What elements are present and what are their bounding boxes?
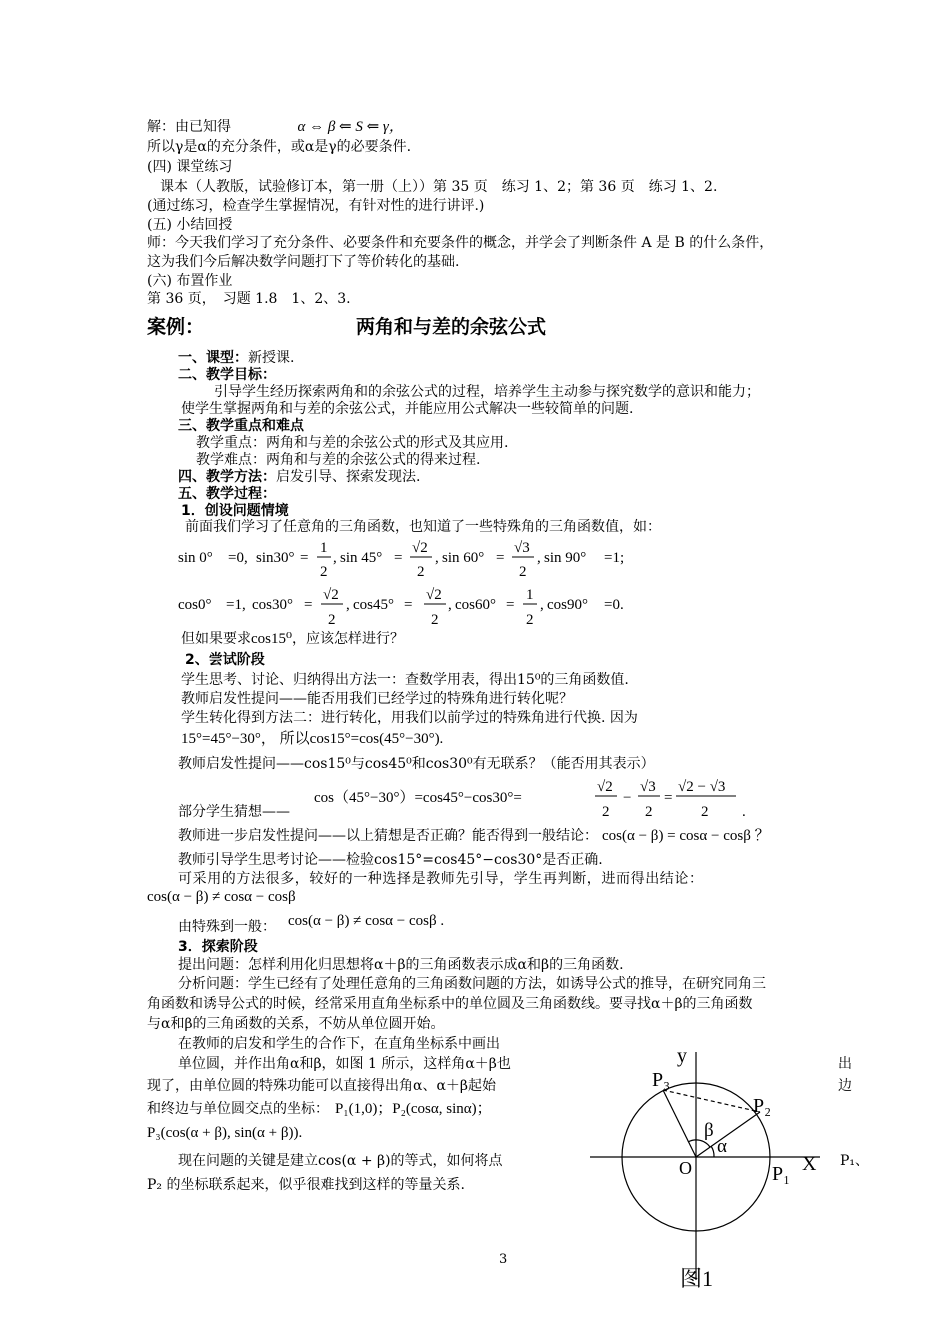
fraction-numerator: 1 (320, 540, 328, 556)
text-line (178, 913, 445, 936)
heading-label: 一、课型： (178, 350, 248, 366)
text-line (181, 630, 404, 648)
subsection-heading: 3．探索阶段 (178, 939, 258, 955)
text-line: 第 36 页， 习题 1.8 1、2、3. (147, 291, 351, 307)
fraction-numerator: √2 (597, 779, 613, 795)
fraction-denominator: 2 (526, 612, 534, 628)
text-span: 但如果要求 (181, 631, 251, 647)
formula-token: . (742, 804, 746, 820)
text-line: 学生思考、讨论、归纳得出方法一：查数学用表，得出15⁰的三角函数值. (181, 672, 629, 688)
text-line: 教师启发性提问——能否用我们已经学过的特殊角进行转化呢？ (181, 691, 573, 707)
formula-token: = (300, 550, 309, 566)
text-line: 单位圆，并作出角α和β，如图 1 所示，这样角α＋β也 (178, 1056, 511, 1072)
guess-formula (312, 772, 772, 824)
side-fragment: 边 (838, 1078, 852, 1094)
y-axis-label: y (677, 1045, 687, 1067)
sin-values-formula (176, 532, 646, 582)
formula-token: sin30° (256, 550, 295, 566)
text-line: 现了，由单位圆的特殊功能可以直接得出角α、α＋β起始 (147, 1078, 497, 1094)
formula-token: =1, (226, 597, 246, 613)
section-heading: 二、教学目标： (178, 367, 276, 383)
text-span: 和终边与单位圆交点的坐标： (147, 1101, 329, 1117)
text-line (178, 349, 294, 367)
heading-label: 四、教学方法： (178, 469, 276, 485)
formula-token: = (664, 790, 673, 806)
side-fragment: P₁、 (840, 1153, 870, 1169)
text-line: 教学难点：两角和与差的余弦公式的得来过程. (196, 452, 481, 468)
text-line: 师：今天我们学习了充分条件、必要条件和充要条件的概念，并学会了判断条件 A 是 B 的什么条件， (147, 235, 774, 251)
text-line: 教学重点：两角和与差的余弦公式的形式及其应用. (196, 435, 509, 451)
text-line: 15°=45°−30°， 所以cos15°=cos(45°−30°). (181, 731, 444, 747)
case-label: 案例： (147, 316, 205, 338)
text-line (178, 468, 420, 486)
fraction-denominator: 2 (320, 564, 328, 580)
text-line: 现在问题的关键是建立cos(α + β)的等式，如何将点 (178, 1153, 503, 1169)
fraction-denominator: 2 (519, 564, 527, 580)
unit-circle-figure (590, 1040, 840, 1300)
heading-value: 启发引导、探索发现法. (276, 469, 421, 485)
formula-token: =1; (604, 550, 625, 566)
formula-token: , (333, 550, 337, 566)
inline-math: cos(α − β) ≠ cosα − cosβ . (288, 913, 445, 929)
origin-label: O (679, 1158, 692, 1178)
fraction-numerator: 1 (526, 587, 534, 603)
text-line (147, 1100, 492, 1118)
text-line: 引导学生经历探索两角和的余弦公式的过程，培养学生主动参与探究数学的意识和能力； (214, 384, 760, 400)
logic-chain: α ⇔ β ⇐ S ⇐ γ， (297, 119, 404, 135)
section-heading: (五) 小结回授 (147, 217, 233, 233)
formula-token: = (394, 550, 403, 566)
text-line (147, 118, 404, 136)
formula-token: sin 60° (442, 550, 485, 566)
subsection-heading: 2、尝试阶段 (185, 652, 265, 668)
fraction-numerator: √2 (412, 540, 428, 556)
text-line: 使学生掌握两角和与差的余弦公式，并能应用公式解决一些较简单的问题. (181, 401, 634, 417)
text-line (178, 827, 770, 845)
fraction-denominator: 2 (431, 612, 439, 628)
formula-token: = (496, 550, 505, 566)
text-line: 分析问题：学生已经有了处理任意角的三角函数问题的方法，如诱导公式的推导，在研究同角三 (178, 976, 766, 992)
text-span: ，应该怎样进行？ (292, 631, 405, 647)
fraction-denominator: 2 (701, 804, 709, 820)
section-heading: (四) 课堂练习 (147, 159, 233, 175)
formula-token: , (435, 550, 439, 566)
figure-caption: 图1 (680, 1266, 714, 1291)
formula-token: , (448, 597, 452, 613)
formula-token: cos45° (353, 597, 394, 613)
text-span: 由特殊到一般： (178, 919, 276, 935)
formula-token: cos0° (178, 597, 212, 613)
text-line: 这为我们今后解决数学问题打下了等价转化的基础. (147, 254, 460, 270)
point-p1-label: P₁ (772, 1163, 791, 1185)
formula-token: − (623, 790, 632, 806)
text-line: 角函数和诱导公式的时候，经常采用直角坐标系中的单位圆及三角函数线。要寻找α＋β的三角函数 (147, 996, 753, 1012)
fraction-denominator: 2 (645, 804, 653, 820)
fraction-numerator: √2 − √3 (678, 779, 726, 795)
formula-token: , (346, 597, 350, 613)
section-heading: (六) 布置作业 (147, 273, 233, 289)
text-line: 提出问题：怎样利用化归思想将α＋β的三角函数表示成α和β的三角函数. (178, 957, 624, 973)
text-line: 教师引导学生思考讨论——检验cos15°=cos45°−cos30°是否正确. (178, 852, 603, 868)
formula-token: sin 0° (178, 550, 213, 566)
formula-token: = (506, 597, 515, 613)
alpha-arc (711, 1146, 714, 1157)
fraction-numerator: √2 (323, 587, 339, 603)
cos-values-formula (176, 582, 646, 632)
text-line: P₂ 的坐标联系起来，似乎很难找到这样的等量关系. (147, 1177, 465, 1193)
fraction-denominator: 2 (417, 564, 425, 580)
text-line: (通过练习，检查学生掌握情况，有针对性的进行讲评.) (147, 198, 485, 214)
chord-p3-p2 (663, 1090, 760, 1112)
case-title: 两角和与差的余弦公式 (356, 316, 547, 338)
beta-label: β (704, 1120, 714, 1141)
formula-token: cos90° (547, 597, 588, 613)
section-heading: 五、教学过程： (178, 486, 276, 502)
fraction-numerator: √2 (426, 587, 442, 603)
alpha-label: α (717, 1136, 727, 1157)
formula-token: cos（45°−30°）=cos45°−cos30°= (314, 790, 522, 806)
text-line: 教师启发性提问——cos15⁰与cos45⁰和cos30⁰有无联系？（能否用其表示） (178, 756, 655, 772)
section-heading: 三、教学重点和难点 (178, 418, 304, 434)
fraction-numerator: √3 (640, 779, 656, 795)
formula-token: = (304, 597, 313, 613)
x-axis-label: X (802, 1153, 817, 1175)
inline-math: cos15⁰ (251, 631, 293, 647)
ray-p3 (663, 1090, 696, 1157)
point-p2-label: P₂ (753, 1095, 772, 1117)
point-p3-label: P₃ (652, 1069, 671, 1091)
formula-token: , (540, 597, 544, 613)
fraction-numerator: √3 (514, 540, 530, 556)
text-line: P₃(cos(α + β), sin(α + β)). (147, 1125, 303, 1141)
text-line: 在教师的启发和学生的合作下，在直角坐标系中画出 (178, 1036, 500, 1052)
fraction-denominator: 2 (328, 612, 336, 628)
subsection-heading: 1．创设问题情境 (181, 503, 289, 519)
page-number: 3 (499, 1252, 508, 1267)
formula-token: sin 90° (544, 550, 587, 566)
formula-token: cos30° (252, 597, 293, 613)
formula-token: cos60° (455, 597, 496, 613)
text-line: 课本（人教版，试验修订本，第一册（上））第 35 页 练习 1、2；第 36 页 练习 1、2. (160, 179, 718, 195)
solution-intro: 解：由已知得 (147, 119, 231, 135)
formula-token: , (537, 550, 541, 566)
text-line: 与α和β的三角函数的关系，不妨从单位圆开始。 (147, 1016, 445, 1032)
formula-token: =0, (228, 550, 248, 566)
text-line: 所以γ是α的充分条件，或α是γ的必要条件. (147, 139, 412, 155)
inline-math: cos(α − β) = cosα − cosβ ？ (602, 828, 770, 844)
fraction-denominator: 2 (602, 804, 610, 820)
text-line: cos(α − β) ≠ cosα − cosβ (147, 889, 296, 905)
formula-token: =0. (604, 597, 624, 613)
text-span: 教师进一步启发性提问——以上猜想是否正确？能否得到一般结论： (178, 828, 598, 844)
text-line: 学生转化得到方法二：进行转化，用我们以前学过的特殊角进行代换. 因为 (181, 710, 638, 726)
side-fragment: 出 (838, 1056, 852, 1072)
text-line: 前面我们学习了任意角的三角函数，也知道了一些特殊角的三角函数值，如： (185, 519, 661, 535)
text-line: 可采用的方法很多，较好的一种选择是教师先引导，学生再判断，进而得出结论： (178, 871, 704, 887)
heading-value: 新授课. (248, 350, 295, 366)
inline-math: P₁(1,0)；P₂(cosα, sinα)； (335, 1101, 492, 1117)
formula-token: sin 45° (340, 550, 383, 566)
formula-token: = (404, 597, 413, 613)
text-line: 部分学生猜想—— (178, 804, 290, 820)
